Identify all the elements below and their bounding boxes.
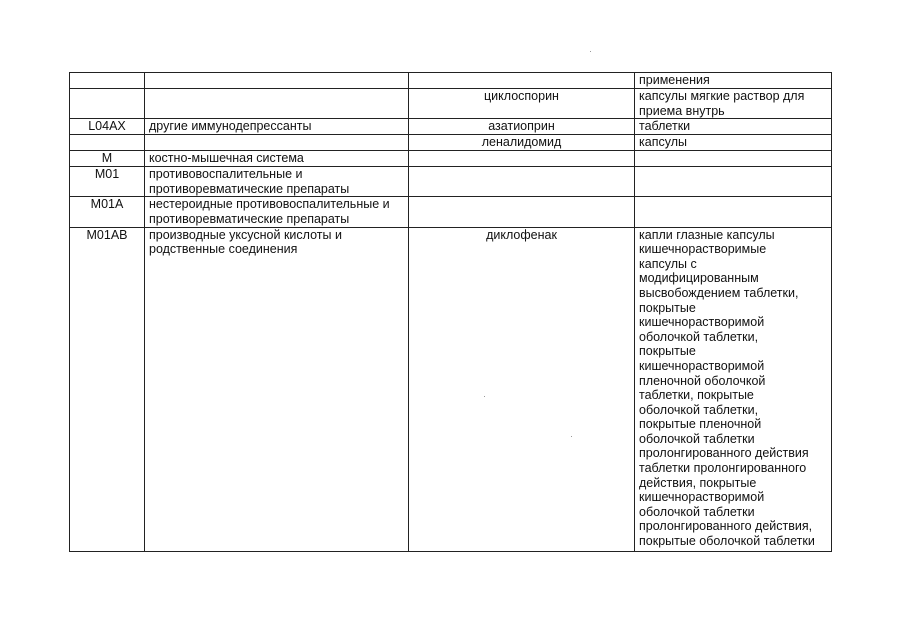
atc-code-cell: M01A — [70, 197, 145, 227]
dosage-form-cell — [635, 119, 832, 135]
dosage-form-line: таблетки пролонгированного — [639, 461, 807, 476]
atc-code-cell — [70, 135, 145, 151]
dosage-form-line: оболочкой таблетки, — [639, 402, 759, 417]
atc-group-cell — [145, 135, 409, 151]
dosage-form-line: покрытые — [639, 344, 696, 359]
dosage-form-line: высвобождением таблетки, — [639, 285, 799, 300]
scan-speck — [571, 436, 572, 437]
dosage-form-line: пленочной оболочкой — [639, 373, 766, 388]
dosage-form-line: капли глазные капсулы — [639, 227, 775, 242]
dosage-form-cell — [635, 151, 832, 167]
dosage-form-cell — [635, 197, 832, 227]
dosage-form-cell — [635, 135, 832, 151]
inn-cell: циклоспорин — [409, 89, 635, 119]
scan-speck — [484, 396, 485, 397]
drug-table — [69, 72, 832, 552]
atc-group-cell — [145, 89, 409, 119]
table-row — [70, 119, 832, 135]
dosage-form-line: пролонгированного действия — [639, 446, 809, 461]
dosage-form-line: применения — [639, 73, 710, 87]
table-row — [70, 73, 832, 89]
atc-code-cell — [70, 73, 145, 89]
dosage-form-cell — [635, 227, 832, 551]
dosage-form-line: оболочкой таблетки, — [639, 329, 759, 344]
dosage-form-line: оболочкой таблетки — [639, 431, 755, 446]
dosage-form-line: таблетки, покрытые — [639, 388, 754, 403]
atc-group-cell: костно-мышечная система — [145, 151, 409, 167]
atc-code-cell: M01 — [70, 167, 145, 197]
atc-group-cell — [145, 73, 409, 89]
inn-cell: диклофенак — [409, 227, 635, 551]
table-row — [70, 151, 832, 167]
atc-group-cell: другие иммунодепрессанты — [145, 119, 409, 135]
table-row — [70, 227, 832, 551]
dosage-form-line: действия, покрытые — [639, 475, 757, 490]
dosage-form-line: кишечнорастворимой — [639, 490, 765, 505]
dosage-form-line: покрытые — [639, 300, 696, 315]
atc-code-cell: M — [70, 151, 145, 167]
scan-speck — [590, 51, 591, 52]
atc-code-cell — [70, 89, 145, 119]
dosage-form-line: оболочкой таблетки — [639, 504, 755, 519]
atc-group-cell: противовоспалительные и противоревматические препараты — [145, 167, 409, 197]
dosage-form-line: покрытые оболочкой таблетки — [639, 534, 815, 549]
table-row — [70, 197, 832, 227]
dosage-form-cell — [635, 167, 832, 197]
dosage-form-cell — [635, 73, 832, 89]
inn-cell: леналидомид — [409, 135, 635, 151]
table-row — [70, 135, 832, 151]
inn-cell — [409, 167, 635, 197]
dosage-form-line: покрытые пленочной — [639, 417, 762, 432]
dosage-form-cell — [635, 89, 832, 119]
atc-code-cell: L04AX — [70, 119, 145, 135]
dosage-form-line: капсулы — [639, 135, 687, 150]
inn-cell — [409, 73, 635, 89]
dosage-form-line: кишечнорастворимые — [639, 242, 767, 257]
table-row — [70, 89, 832, 119]
dosage-form-line: пролонгированного действия, — [639, 519, 813, 534]
dosage-form-line: приема внутрь — [639, 103, 725, 118]
inn-cell — [409, 151, 635, 167]
atc-group-cell: нестероидные противовоспалительные и противоревматические препараты — [145, 197, 409, 227]
dosage-form-line: кишечнорастворимой — [639, 358, 765, 373]
dosage-form-line: таблетки — [639, 119, 691, 134]
table-row — [70, 167, 832, 197]
dosage-form-line: капсулы мягкие раствор для — [639, 89, 805, 103]
dosage-form-line: кишечнорастворимой — [639, 315, 765, 330]
dosage-form-line: модифицированным — [639, 271, 759, 286]
table-body — [70, 73, 832, 552]
dosage-form-line: капсулы с — [639, 256, 697, 271]
inn-cell: азатиоприн — [409, 119, 635, 135]
atc-group-cell: производные уксусной кислоты и родственные соединения — [145, 227, 409, 551]
atc-code-cell: M01AB — [70, 227, 145, 551]
inn-cell — [409, 197, 635, 227]
